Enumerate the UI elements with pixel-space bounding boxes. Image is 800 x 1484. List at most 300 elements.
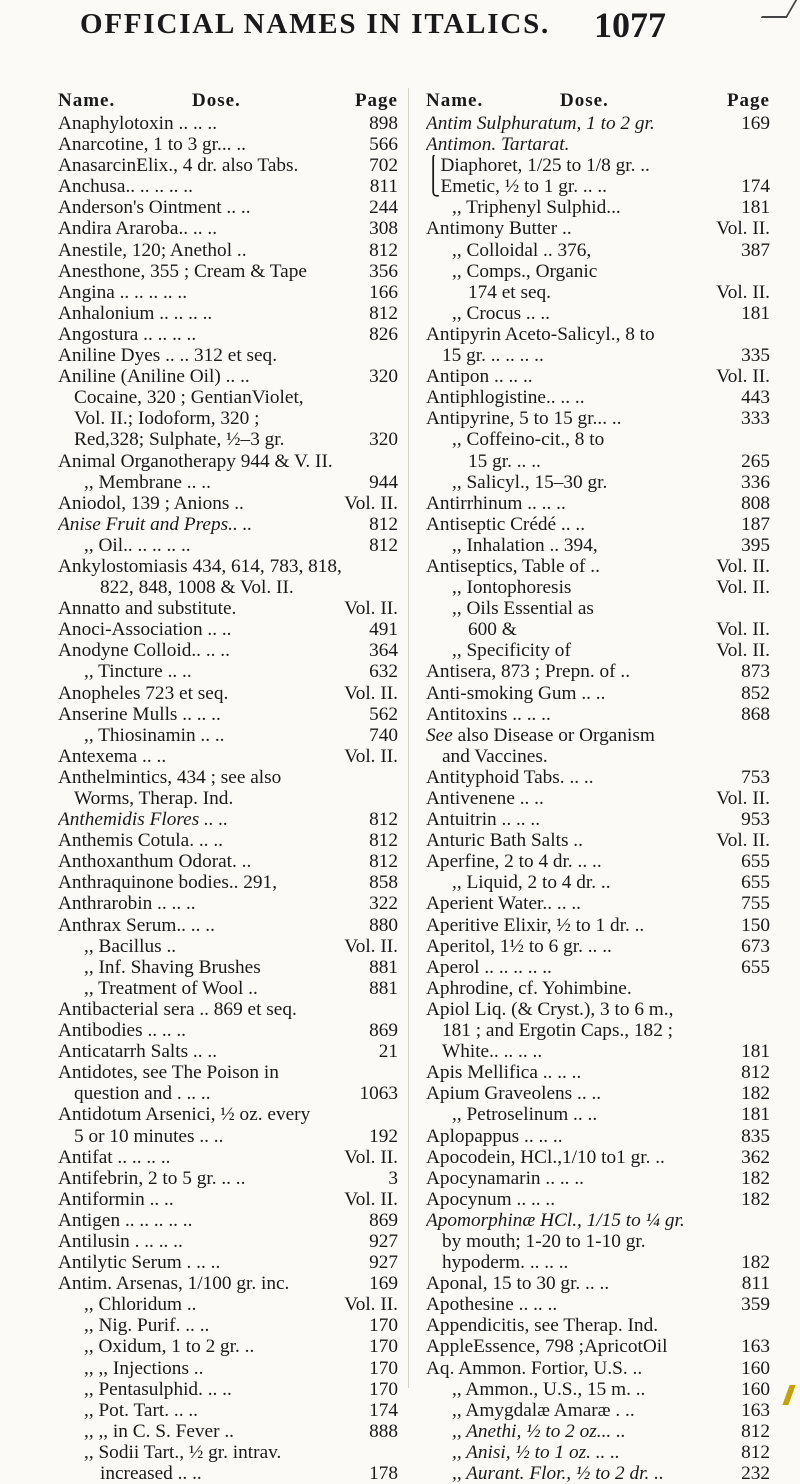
index-entry [58, 1147, 398, 1168]
index-entry [58, 1210, 398, 1231]
entry-name: ,, Chloridum .. [84, 1294, 197, 1316]
entry-page: 359 [741, 1294, 770, 1316]
entry-page: 163 [741, 1399, 770, 1421]
index-entry [58, 1463, 398, 1484]
entry-page: Vol. II. [344, 1294, 398, 1316]
entry-page: 888 [369, 1420, 398, 1442]
index-entry [58, 429, 398, 450]
entry-name: AnasarcinElix., 4 dr. also Tabs. [58, 155, 299, 177]
entry-page: 812 [369, 239, 398, 261]
entry-name: Appendicitis, see Therap. Ind. [426, 1315, 659, 1337]
entry-page: 308 [369, 218, 398, 240]
entry-page: Vol. II. [716, 555, 770, 577]
entry-page: 898 [369, 113, 398, 134]
entry-page: 320 [369, 366, 398, 388]
entry-name: Antifat .. .. .. .. [58, 1146, 171, 1168]
entry-page: 265 [741, 450, 770, 472]
index-entry [58, 1273, 398, 1294]
entry-name: Aponal, 15 to 30 gr. .. .. [426, 1273, 610, 1295]
entry-page: 335 [741, 345, 770, 367]
index-entry [58, 155, 398, 176]
entry-page: 812 [369, 302, 398, 324]
entry-page: 944 [369, 471, 398, 493]
index-entry [58, 746, 398, 767]
index-entry [426, 387, 770, 408]
index-entry [426, 1379, 770, 1400]
index-entry [58, 851, 398, 872]
entry-name: Anthrax Serum.. .. .. [58, 914, 215, 936]
entry-page: 174 [369, 1399, 398, 1421]
entry-page: 881 [369, 977, 398, 999]
entry-name: 15 gr. .. .. .. .. [442, 345, 544, 367]
entry-name: Apiol Liq. (& Cryst.), 3 to 6 m., [426, 998, 674, 1020]
entry-name: Apis Mellifica .. .. .. [426, 1062, 582, 1084]
index-entry [58, 640, 398, 661]
index-entry [58, 1358, 398, 1379]
entry-page: 873 [741, 661, 770, 683]
index-entry [426, 725, 770, 746]
entry-name: Aniline Dyes .. .. 312 et seq. [58, 345, 278, 367]
entry-name: Apomorphinæ HCl., 1/15 to ¼ gr. [426, 1209, 685, 1231]
entry-name: Anhalonium .. .. .. .. [58, 302, 213, 324]
index-entry [426, 999, 770, 1020]
entry-name: Angina .. .. .. .. .. [58, 281, 188, 303]
entry-page: Vol. II. [344, 935, 398, 957]
index-entry [426, 556, 770, 577]
index-entry [426, 1147, 770, 1168]
entry-page: 21 [378, 1041, 398, 1063]
entry-page: 174 [741, 176, 770, 198]
entry-page: 740 [369, 724, 398, 746]
index-entry [426, 830, 770, 851]
entry-name: ,, Treatment of Wool .. [84, 977, 258, 999]
entry-name: ,, ,, Injections .. [84, 1357, 204, 1379]
entry-page: 702 [369, 155, 398, 177]
entry-page: Vol. II. [716, 830, 770, 852]
index-entry [58, 788, 398, 809]
entry-page: Vol. II. [344, 682, 398, 704]
entry-page: 852 [741, 682, 770, 704]
entry-page: 181 [741, 197, 770, 219]
entry-name: Aplopappus .. .. .. [426, 1125, 563, 1147]
entry-page: 812 [369, 513, 398, 535]
entry-page: 232 [741, 1463, 770, 1484]
index-entry [58, 556, 398, 577]
entry-page: 812 [369, 830, 398, 852]
index-entry [426, 1442, 770, 1463]
entry-name: 600 & [468, 619, 517, 641]
entry-name: Antiphlogistine.. .. .. [426, 387, 585, 409]
dose-header: Dose. [560, 90, 609, 111]
index-entry [58, 725, 398, 746]
entry-name: ,, Sodii Tart., ½ gr. intrav. [84, 1441, 282, 1463]
entry-name: Anesthone, 355 ; Cream & Tape [58, 260, 307, 282]
entry-name: Apocodein, HCl.,1/10 to1 gr. .. [426, 1146, 665, 1168]
entry-name: Anthrarobin .. .. .. [58, 893, 196, 915]
index-entry [426, 1104, 770, 1125]
index-entry [426, 1252, 770, 1273]
entry-page: 320 [369, 429, 398, 451]
index-entry [58, 661, 398, 682]
index-entry [426, 577, 770, 598]
entry-name: ,, Bacillus .. [84, 935, 177, 957]
entry-page: Vol. II. [344, 1146, 398, 1168]
entry-name: ,, Amygdalæ Amaræ . .. [452, 1399, 635, 1421]
index-entry [58, 1062, 398, 1083]
index-entry [58, 345, 398, 366]
index-entry [426, 788, 770, 809]
entry-name: ,, Crocus .. .. [452, 302, 551, 324]
index-entry [58, 1189, 398, 1210]
name-header: Name. [58, 90, 116, 111]
index-entry [426, 704, 770, 725]
entry-name: ,, Membrane .. .. [84, 471, 211, 493]
entry-page: Vol. II. [344, 745, 398, 767]
index-entry [426, 1400, 770, 1421]
entry-name: hypoderm. .. .. .. [442, 1252, 569, 1274]
entry-name: ,, Specificity of [452, 640, 571, 662]
entry-page: 812 [369, 534, 398, 556]
entry-name: ⎧Diaphoret, 1/25 to 1/8 gr. .. [426, 155, 650, 177]
entry-page: 811 [369, 176, 398, 198]
index-entry [426, 1463, 770, 1484]
entry-page: 181 [741, 302, 770, 324]
index-entry [426, 176, 770, 197]
index-entry [58, 978, 398, 999]
index-entry [426, 1315, 770, 1336]
entry-name: Antidotes, see The Poison in [58, 1062, 279, 1084]
index-entry [426, 1189, 770, 1210]
entry-name: Anodyne Colloid.. .. .. [58, 640, 230, 662]
running-title: OFFICIAL NAMES IN ITALICS. [80, 8, 551, 40]
entry-name: 174 et seq. [468, 281, 551, 303]
index-entry [426, 345, 770, 366]
entry-page: 336 [741, 471, 770, 493]
right-column-header [426, 90, 770, 112]
entry-name: Anarcotine, 1 to 3 gr... .. [58, 134, 246, 156]
index-entry [426, 1336, 770, 1357]
entry-page: 811 [741, 1273, 770, 1295]
entry-name: Antigen .. .. .. .. .. [58, 1209, 193, 1231]
entry-page: 655 [741, 956, 770, 978]
entry-page: 632 [369, 661, 398, 683]
index-entry [426, 197, 770, 218]
entry-name: ,, Thiosinamin .. .. [84, 724, 225, 746]
entry-name: Antifebrin, 2 to 5 gr. .. .. [58, 1167, 246, 1189]
entry-page: 927 [369, 1252, 398, 1274]
entry-page: Vol. II. [716, 366, 770, 388]
index-entry [426, 746, 770, 767]
entry-page: 395 [741, 534, 770, 556]
entry-name: Aperitive Elixir, ½ to 1 dr. .. [426, 914, 645, 936]
entry-page: 150 [741, 914, 770, 936]
left-column [58, 90, 398, 1484]
index-entry [426, 514, 770, 535]
entry-name: Aniline (Aniline Oil) .. .. [58, 366, 250, 388]
index-entry [426, 1168, 770, 1189]
entry-name: Anthelmintics, 434 ; see also [58, 766, 282, 788]
index-entry [58, 113, 398, 134]
index-entry [426, 451, 770, 472]
entry-page: Vol. II. [716, 640, 770, 662]
entry-page: 673 [741, 935, 770, 957]
entry-name: Antim Sulphuratum, 1 to 2 gr. [426, 113, 655, 134]
index-entry [58, 218, 398, 239]
entry-name: Anthemidis Flores .. .. [58, 809, 229, 831]
entry-name: ,, Anisi, ½ to 1 oz. .. .. [452, 1441, 620, 1463]
entry-page: 953 [741, 809, 770, 831]
entry-page: 182 [741, 1188, 770, 1210]
entry-name: Aperient Water.. .. .. [426, 893, 581, 915]
entry-page: Vol. II. [344, 598, 398, 620]
index-entry [58, 366, 398, 387]
entry-page: 3 [388, 1167, 398, 1189]
index-entry [426, 767, 770, 788]
index-entry [58, 619, 398, 640]
entry-name: Antivenene .. .. [426, 788, 544, 809]
entry-name: Anticatarrh Salts .. .. [58, 1041, 218, 1063]
right-entries [426, 113, 770, 1484]
index-entry [58, 1041, 398, 1062]
index-entry [58, 577, 398, 598]
index-entry [58, 1400, 398, 1421]
entry-name: Anestile, 120; Anethol .. [58, 239, 247, 261]
index-entry [58, 408, 398, 429]
entry-name: Vol. II.; Iodoform, 320 ; [74, 408, 260, 430]
index-entry [58, 261, 398, 282]
index-entry [426, 619, 770, 640]
entry-page: 869 [369, 1209, 398, 1231]
entry-name: Aniodol, 139 ; Anions .. [58, 492, 244, 514]
index-entry [426, 978, 770, 999]
index-entry [426, 155, 770, 176]
entry-name: Ankylostomiasis 434, 614, 783, 818, [58, 555, 342, 577]
entry-page: 881 [369, 956, 398, 978]
entry-name: Anchusa.. .. .. .. .. [58, 176, 193, 198]
index-entry [426, 218, 770, 239]
index-entry [426, 598, 770, 619]
entry-page: 826 [369, 323, 398, 345]
index-entry [58, 1231, 398, 1252]
entry-name: See also Disease or Organism [426, 724, 655, 746]
index-entry [58, 999, 398, 1020]
index-entry [58, 134, 398, 155]
column-divider [408, 88, 409, 1388]
index-entry [426, 640, 770, 661]
index-entry [58, 451, 398, 472]
index-entry [58, 240, 398, 261]
entry-name: Aperfine, 2 to 4 dr. .. .. [426, 851, 602, 873]
entry-name: Antiseptics, Table of .. [426, 555, 600, 577]
index-entry [58, 767, 398, 788]
entry-page: Vol. II. [716, 281, 770, 303]
entry-page: 182 [741, 1252, 770, 1274]
index-entry [426, 535, 770, 556]
entry-page: Vol. II. [716, 218, 770, 240]
index-entry [58, 1379, 398, 1400]
entry-name: Apothesine .. .. .. [426, 1294, 558, 1316]
index-entry [58, 915, 398, 936]
entry-name: Aperitol, 1½ to 6 gr. .. .. [426, 935, 612, 957]
entry-name: 181 ; and Ergotin Caps., 182 ; [442, 1020, 674, 1042]
entry-name: Apocynum .. .. .. [426, 1188, 556, 1210]
entry-name: Antipon .. .. .. [426, 366, 533, 388]
index-entry [58, 197, 398, 218]
entry-page: 927 [369, 1230, 398, 1252]
entry-name: question and . .. .. [74, 1083, 211, 1105]
entry-name: Aphrodine, cf. Yohimbine. [426, 977, 632, 999]
entry-name: Antexema .. .. [58, 745, 167, 767]
entry-page: 322 [369, 893, 398, 915]
entry-page: 655 [741, 872, 770, 894]
entry-page: 187 [741, 513, 770, 535]
page-header [0, 0, 800, 60]
index-entry [58, 1126, 398, 1147]
entry-name: Animal Organotherapy 944 & V. II. [58, 450, 333, 472]
entry-page: 192 [369, 1125, 398, 1147]
index-entry [426, 683, 770, 704]
entry-page: 169 [369, 1273, 398, 1295]
entry-name: Anserine Mulls .. .. .. [58, 703, 221, 725]
entry-page: 160 [741, 1357, 770, 1379]
entry-name: ,, Coffeino-cit., 8 to [452, 429, 605, 451]
index-entry [426, 1210, 770, 1231]
entry-page: 880 [369, 914, 398, 936]
entry-name: ,, Pentasulphid. .. .. [84, 1378, 232, 1400]
entry-page: 170 [369, 1357, 398, 1379]
index-entry [426, 1231, 770, 1252]
index-entry [58, 493, 398, 514]
entry-name: AppleEssence, 798 ;ApricotOil [426, 1336, 668, 1358]
entry-name: 15 gr. .. .. [468, 450, 541, 472]
entry-name: Antitoxins .. .. .. [426, 703, 551, 725]
entry-name: Antim. Arsenas, 1/100 gr. inc. [58, 1273, 290, 1295]
entry-name: and Vaccines. [442, 745, 548, 767]
index-entry [58, 176, 398, 197]
entry-name: Antimon. Tartarat. [426, 134, 570, 156]
entry-page: Vol. II. [716, 788, 770, 809]
entry-name: ,, Nig. Purif. .. .. [84, 1315, 210, 1337]
index-entry [426, 1041, 770, 1062]
index-entry [426, 493, 770, 514]
entry-name: 5 or 10 minutes .. .. [74, 1125, 224, 1147]
dose-header: Dose. [192, 90, 241, 111]
entry-page: 170 [369, 1336, 398, 1358]
index-entry [426, 113, 770, 134]
entry-name: ,, Comps., Organic [452, 260, 598, 282]
index-entry [426, 408, 770, 429]
entry-name: Anaphylotoxin .. .. .. [58, 113, 218, 134]
entry-page: Vol. II. [344, 492, 398, 514]
entry-name: Anthraquinone bodies.. 291, [58, 872, 278, 894]
entry-page: 182 [741, 1167, 770, 1189]
entry-page: 443 [741, 387, 770, 409]
index-entry [426, 303, 770, 324]
entry-page: 1063 [359, 1083, 398, 1105]
entry-name: Red,328; Sulphate, ½–3 gr. [74, 429, 285, 451]
index-entry [58, 282, 398, 303]
entry-page: 181 [741, 1104, 770, 1126]
entry-name: Antilusin . .. .. .. [58, 1230, 183, 1252]
index-entry [58, 472, 398, 493]
index-entry [58, 324, 398, 345]
entry-name: Antidotum Arsenici, ½ oz. every [58, 1104, 311, 1126]
index-entry [426, 1020, 770, 1041]
entry-page: 166 [369, 281, 398, 303]
entry-name: Andira Araroba.. .. .. [58, 218, 218, 240]
index-entry [58, 1315, 398, 1336]
entry-page: 562 [369, 703, 398, 725]
index-entry [58, 1294, 398, 1315]
index-entry [426, 261, 770, 282]
entry-name: Anti-smoking Gum .. .. [426, 682, 606, 704]
entry-name: Apium Graveolens .. .. [426, 1083, 602, 1105]
index-entry [426, 1273, 770, 1294]
index-entry [426, 282, 770, 303]
index-entry [426, 1083, 770, 1104]
right-column [426, 90, 770, 1484]
entry-page: Vol. II. [344, 1188, 398, 1210]
entry-name: ,, Inf. Shaving Brushes [84, 956, 261, 978]
entry-name: Annatto and substitute. [58, 598, 237, 620]
index-entry [58, 683, 398, 704]
entry-name: Antiformin .. .. [58, 1188, 174, 1210]
index-entry [426, 872, 770, 893]
entry-page: 356 [369, 260, 398, 282]
entry-page: 169 [741, 113, 770, 134]
entry-page: 160 [741, 1378, 770, 1400]
index-entry [58, 535, 398, 556]
entry-page: 812 [369, 809, 398, 831]
entry-name: ,, Anethi, ½ to 2 oz... .. [452, 1420, 626, 1442]
index-entry [58, 957, 398, 978]
index-entry [426, 429, 770, 450]
index-entry [426, 324, 770, 345]
index-entry [58, 872, 398, 893]
entry-name: Antisera, 873 ; Prepn. of .. [426, 661, 631, 683]
entry-name: Worms, Therap. Ind. [74, 788, 234, 809]
entry-name: ,, Aurant. Flor., ½ to 2 dr. .. [452, 1463, 664, 1484]
entry-name: Anderson's Ointment .. .. [58, 197, 251, 219]
entry-name: Anopheles 723 et seq. [58, 682, 229, 704]
entry-page: 566 [369, 134, 398, 156]
index-entry [58, 936, 398, 957]
entry-page: 655 [741, 851, 770, 873]
index-entry [426, 1294, 770, 1315]
page-header-label: Page [726, 90, 770, 111]
entry-name: ,, Petroselinum .. .. [452, 1104, 598, 1126]
entry-name: ,, Oils Essential as [452, 598, 594, 620]
index-entry [58, 893, 398, 914]
entry-name: Antityphoid Tabs. .. .. [426, 766, 594, 788]
index-entry [58, 1442, 398, 1463]
entry-name: 822, 848, 1008 & Vol. II. [100, 577, 294, 599]
entry-page: 170 [369, 1315, 398, 1337]
entry-name: ,, ,, in C. S. Fever .. [84, 1420, 234, 1442]
index-entry [426, 472, 770, 493]
entry-name: ⎩Emetic, ½ to 1 gr. .. .. [426, 176, 608, 198]
entry-page: 181 [741, 1041, 770, 1063]
entry-page: 163 [741, 1336, 770, 1358]
entry-page: 364 [369, 640, 398, 662]
index-entry [426, 1062, 770, 1083]
entry-page: 812 [741, 1062, 770, 1084]
entry-name: Aperol .. .. .. .. .. [426, 956, 552, 978]
index-entry [426, 1358, 770, 1379]
index-entry [426, 957, 770, 978]
index-entry [58, 1421, 398, 1442]
index-entry [426, 240, 770, 261]
